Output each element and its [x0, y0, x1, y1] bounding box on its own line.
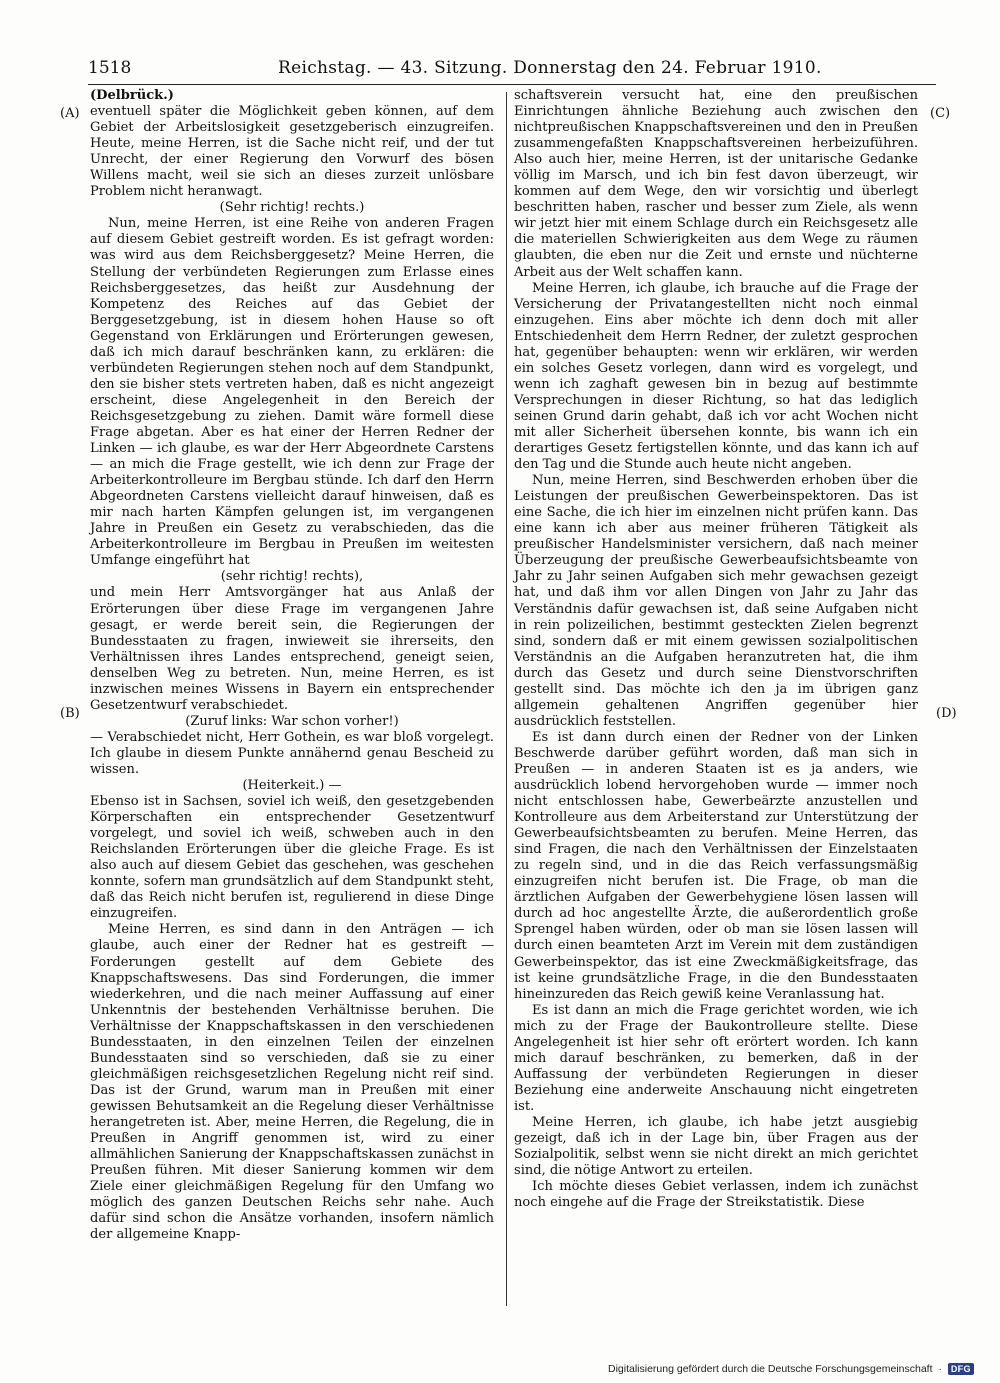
column-divider — [506, 92, 507, 1306]
footer: Digitalisierung gefördert durch die Deutsche Forschungsgemeinschaft · DFG — [608, 1363, 990, 1379]
dfg-logo-icon: DFG — [948, 1363, 974, 1375]
paragraph: eventuell später die Möglichkeit geben können, auf dem Gebiet der Arbeitslosigkeit gesetzgeberisch einzugreifen. Heute, meine Herren, ist die Sache nicht reif, und der tut Unrecht, der einer Regierung den Vorwurf des bösen Willens macht, weil sie sich an dieses zurzeit unlösbare Problem nicht heranwagt. — [90, 104, 494, 200]
paragraph: Nun, meine Herren, sind Beschwerden erhoben über die Leistungen der preußischen Gewerbeinspektoren. Das ist eine Sache, die ich hier im einzelnen nicht prüfen kann. Das eine kann ich aber aus meiner früheren Tätigkeit als preußischer Handelsminister versichern, daß nach meiner Überzeugung der preußische Gewerbeaufsichtsbeamte von Jahr zu Jahr seinen Aufgaben sich mehr gewachsen gezeigt hat, und daß ihm vor allen Dingen von Jahr zu Jahr das Verständnis dafür gewachsen ist, daß seine Aufgaben nicht in rein polizeilichen, bestimmt gesteckten Zielen begrenzt sind, sondern daß er mit einem gewissen sozialpolitischen Verständnis an die Aufgaben heranzutreten hat, die ihm durch das Gesetz und durch seine Dienstvorschriften gestellt sind. Das möchte ich den ja im übrigen ganz allgemein gehaltenen Angriffen gegenüber hier ausdrücklich feststellen. — [514, 473, 918, 729]
margin-marker-b: (B) — [60, 706, 80, 721]
left-column — [90, 88, 494, 1243]
footer-text: Digitalisierung gefördert durch die Deutsche Forschungsgemeinschaft — [608, 1363, 933, 1375]
paragraph: Meine Herren, ich glaube, ich brauche auf die Frage der Versicherung der Privatangestellten nicht noch einmal einzugehen. Eins aber möchte ich denn doch mit aller Entschiedenheit dem Herrn Redner, der zuletzt gesprochen hat, gegenüber behaupten: wenn wir erklären, wir werden ein solches Gesetz vorlegen, dann wird es vorgelegt, und wenn ich zaghaft gewesen bin in bezug auf bestimmte Versprechungen in dieser Richtung, so hat das lediglich seinen Grund darin gehabt, daß ich vor acht Wochen nicht mit aller Sicherheit übersehen konnte, bis wann ich ein derartiges Gesetz fertigstellen könnte, und das kann ich auf den Tag und die Stunde auch heute nicht angeben. — [514, 280, 918, 473]
right-column — [514, 88, 918, 1211]
margin-marker-d: (D) — [936, 706, 957, 721]
page-header — [88, 58, 936, 82]
paragraph: Ich möchte dieses Gebiet verlassen, indem ich zunächst noch eingehe auf die Frage der Streikstatistik. Diese — [514, 1179, 918, 1211]
margin-marker-c: (C) — [930, 106, 951, 121]
running-title: Reichstag. — 43. Sitzung. Donnerstag den 24. Februar 1910. — [278, 58, 822, 78]
margin-marker-a: (A) — [60, 106, 80, 121]
paragraph: Meine Herren, es sind dann in den Anträgen — ich glaube, auch einer der Redner hat es gestreift — Forderungen gestellt auf dem Gebiete des Knappschaftswesens. Das sind Forderungen, die immer wiederkehren, und die nach meiner Auffassung auf einer Unkenntnis der bestehenden Verhältnisse beruhen. Die Verhältnisse der Knappschaftskassen in den verschiedenen Bundesstaaten, in den einzelnen Teilen der einzelnen Bundesstaaten sind so verschieden, daß sie zu einer gleichmäßigen reichsgesetzlichen Regelung nicht reif sind. Das ist der Grund, warum man in Preußen mit einer gewissen Behutsamkeit an die Regelung dieser Verhältnisse herangetreten ist. Aber, meine Herren, die Regelung, die in Preußen in Angriff genommen ist, wird zu einer allmählichen Sanierung der Knappschaftskassen zunächst in Preußen führen. Mit dieser Sanierung kommen wir dem Ziele einer gleichmäßigen Regelung für den Umfang wo möglich des ganzen Deutschen Reichs sehr nahe. Auch dafür sind schon die Ansätze vorhanden, insofern nämlich der allgemeine Knapp- — [90, 922, 494, 1243]
interjection: (sehr richtig! rechts), — [220, 569, 364, 585]
paragraph: Ebenso ist in Sachsen, soviel ich weiß, den gesetzgebenden Körperschaften ein entsprechender Gesetzentwurf vorgelegt, und soviel ich weiß, schweben auch in den Reichslanden Erörterungen über die gleiche Frage. Es ist also auch auf diesem Gebiet das geschehen, was geschehen konnte, sofern man grundsätzlich auf dem Standpunkt steht, daß das Reich nicht berufen ist, regulierend in diese Dinge einzugreifen. — [90, 794, 494, 922]
paragraph: schaftsverein versucht hat, eine den preußischen Einrichtungen ähnliche Beziehung auch zwischen den nichtpreußischen Knappschaftsvereinen und den in Preußen zusammengefaßten Knappschaftsvereinen herbeizuführen. Also auch hier, meine Herren, ist der unitarische Gedanke völlig im Marsch, und ich bin fest davon überzeugt, wir kommen auf dem Wege, den wir vorsichtig und überlegt beschritten haben, rascher und besser zum Ziele, als wenn wir jetzt hier mit einem Schlage durch ein Reichsgesetz alle die materiellen Schwierigkeiten aus dem Wege zu räumen glaubten, die eben nur die Zeit und ernste und nüchterne Arbeit aus der Welt schaffen kann. — [514, 88, 918, 280]
interjection: (Zuruf links: War schon vorher!) — [185, 713, 399, 729]
interjection: (Heiterkeit.) — — [242, 778, 342, 794]
paragraph: Es ist dann durch einen der Redner von der Linken Beschwerde darüber geführt worden, daß man sich in Preußen — in anderen Staaten ist es ja anders, wie ausdrücklich lobend hervorgehoben wurde — immer noch nicht entschlossen habe, Gewerbeärzte anzustellen und Kontrolleure aus dem Arbeiterstand zur Unterstützung der Gewerbeaufsichtsbeamten zu berufen. Meine Herren, das sind Fragen, die nach den Verhältnissen der Einzelstaaten zu regeln sind, und in die das Reich verfassungsmäßig einzugreifen nicht berufen ist. Die Frage, ob man die ärztlichen Aufgaben der Gewerbehygiene lösen lassen will durch ad hoc angestellte Ärzte, die außerordentlich große Sprengel haben würden, oder ob man sie lösen lassen will durch einen beamteten Arzt im Verein mit dem zuständigen Gewerbeinspektor, das ist eine Zweckmäßigkeitsfrage, das ist keine grundsätzliche Frage, in die den Bundesstaaten hineinzureden das Reich gewiß keine Veranlassung hat. — [514, 729, 918, 1002]
paragraph: — Verabschiedet nicht, Herr Gothein, es war bloß vorgelegt. Ich glaube in diesem Punkte annähernd genau Bescheid zu wissen. — [90, 729, 494, 777]
paragraph: Es ist dann an mich die Frage gerichtet worden, wie ich mich zu der Frage der Baukontrolleure stellte. Diese Angelegenheit ist hier sehr oft erörtert worden. Ich kann mich darauf beschränken, zu bemerken, daß in der Auffassung der verbündeten Regierungen in dieser Beziehung eine anderweite Anschauung nicht eingetreten ist. — [514, 1002, 918, 1114]
paragraph: Meine Herren, ich glaube, ich habe jetzt ausgiebig gezeigt, daß ich in der Lage bin, über Fragen aus der Sozialpolitik, selbst wenn sie nicht direkt an mich gerichtet sind, die nötige Antwort zu erteilen. — [514, 1115, 918, 1179]
speaker-name: (Delbrück.) — [90, 88, 174, 103]
page-number: 1518 — [88, 58, 132, 78]
header-rule — [88, 84, 936, 85]
interjection: (Sehr richtig! rechts.) — [219, 200, 365, 216]
paragraph: und mein Herr Amtsvorgänger hat aus Anlaß der Erörterungen über diese Frage im vergangenen Jahre gesagt, er werde bereit sein, die Regierungen der Bundesstaaten zu fragen, inwieweit sie ihrerseits, den Verhältnissen ihres Landes entsprechend, geneigt seien, denselben Weg zu betreten. Nun, meine Herren, es ist inzwischen meines Wissens in Bayern ein entsprechender Gesetzentwurf verabschiedet. — [90, 585, 494, 713]
paragraph: Nun, meine Herren, ist eine Reihe von anderen Fragen auf diesem Gebiet gestreift worden. Es ist gefragt worden: was wird aus dem Reichsberggesetz? Meine Herren, die Stellung der verbündeten Regierungen zum Erlasse eines Reichsberggesetzes, das heißt zur Ausdehnung der Kompetenz des Reiches auf das Gebiet der Berggesetzgebung, ist in diesem hohen Hause so oft Gegenstand von Erklärungen und Erörterungen gewesen, daß ich mich darauf beschränken kann, zu erklären: die verbündeten Regierungen stehen noch auf dem Standpunkt, den sie bisher stets vertreten haben, daß es nicht angezeigt erscheint, diese Angelegenheit in den Bereich der Reichsgesetzgebung zu ziehen. Damit wäre formell diese Frage abgetan. Aber es hat einer der Herren Redner der Linken — ich glaube, es war der Herr Abgeordnete Carstens — an mich die Frage gestellt, wie ich denn zur Frage der Arbeiterkontrolleure im Bergbau stünde. Ich darf den Herrn Abgeordneten Carstens vielleicht darauf hinweisen, daß es mir nach harten Kämpfen gelungen ist, im vergangenen Jahre in Preußen ein Gesetz zu verabschieden, das die Arbeiterkontrolleure im Bergbau in Preußen im weitesten Umfange eingeführt hat — [90, 216, 494, 569]
